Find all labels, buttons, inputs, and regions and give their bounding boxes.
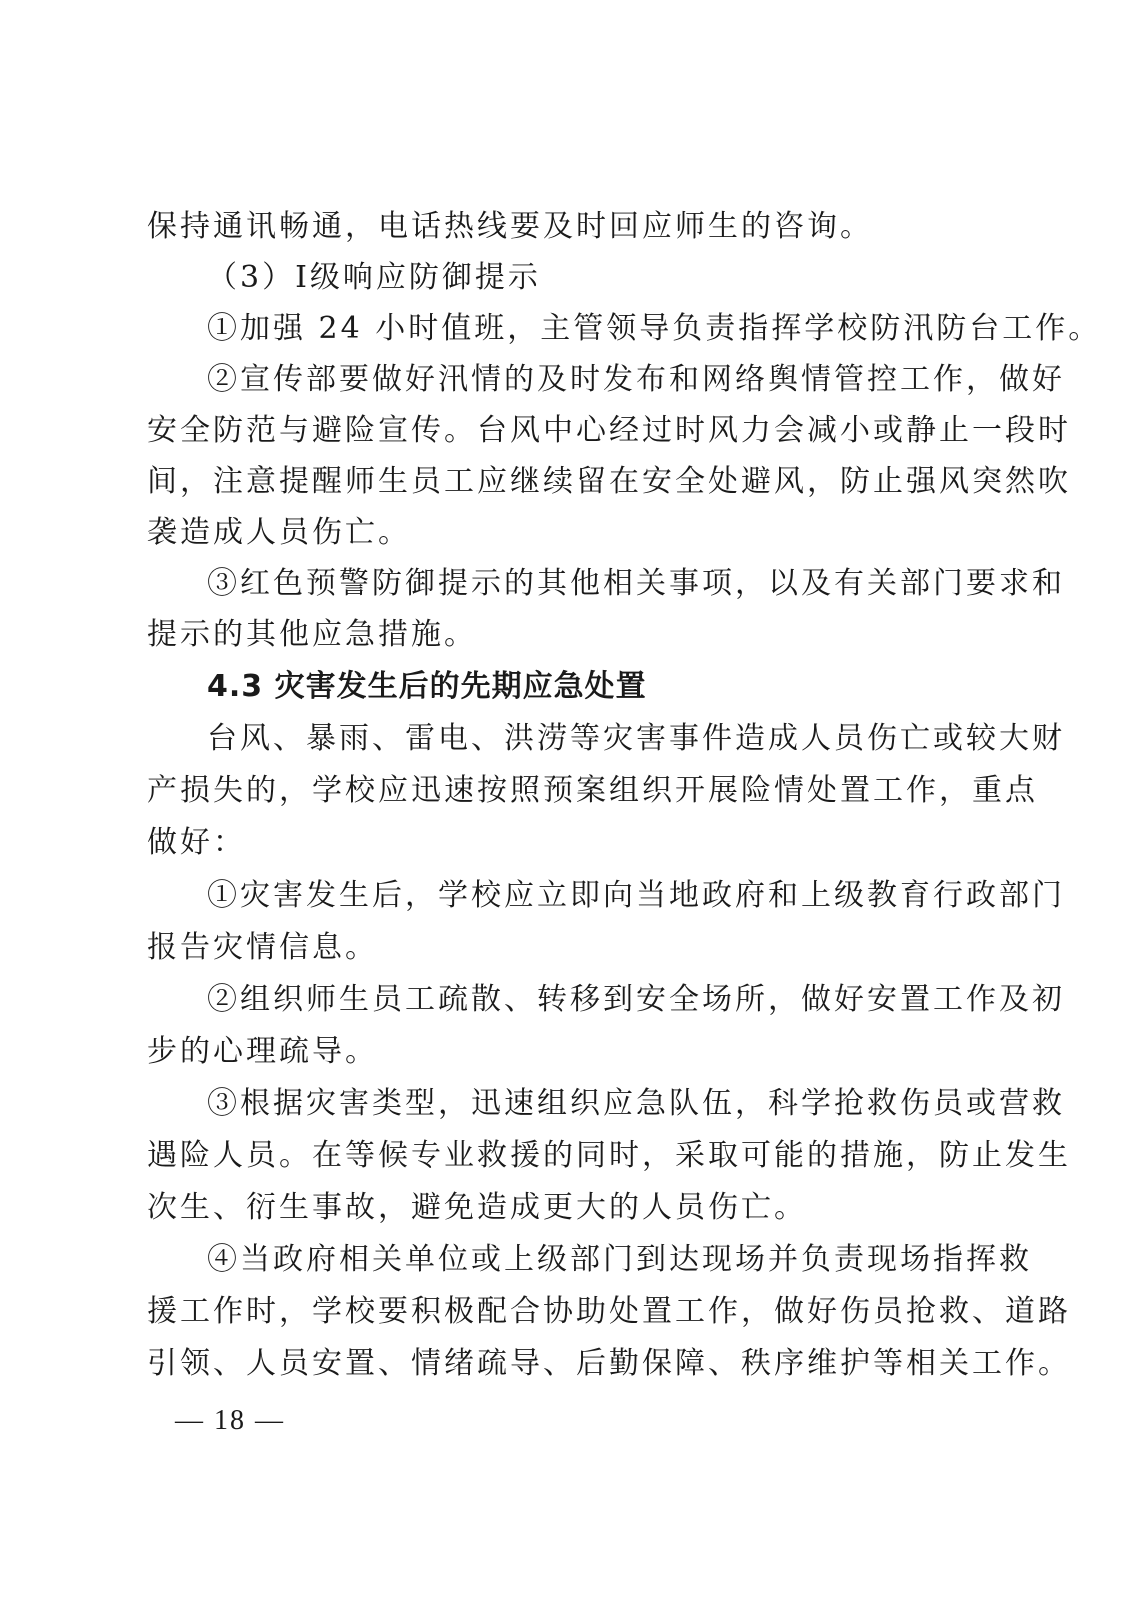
body-text-line: ③根据灾害类型，迅速组织应急队伍，科学抢救伤员或营救 [207,1086,1065,1121]
body-text-line: 台风、暴雨、雷电、洪涝等灾害事件造成人员伤亡或较大财 [207,721,1065,756]
body-text-line: ②宣传部要做好汛情的及时发布和网络舆情管控工作，做好 [207,362,1065,397]
body-text-line: 产损失的，学校应迅速按照预案组织开展险情处置工作，重点 [147,773,1038,808]
section-heading: 4.3 灾害发生后的先期应急处置 [207,669,647,704]
body-text-line: ④当政府相关单位或上级部门到达现场并负责现场指挥救 [207,1242,1032,1277]
body-text-line: ①加强 24 小时值班，主管领导负责指挥学校防汛防台工作。 [207,311,1102,346]
body-text-line: 安全防范与避险宣传。台风中心经过时风力会减小或静止一段时 [147,413,1071,448]
body-text-line: 提示的其他应急措施。 [147,617,477,652]
body-text-line: ②组织师生员工疏散、转移到安全场所，做好安置工作及初 [207,982,1065,1017]
body-text-line: 次生、衍生事故，避免造成更大的人员伤亡。 [147,1190,807,1225]
body-text-line: 间，注意提醒师生员工应继续留在安全处避风，防止强风突然吹 [147,464,1071,499]
body-text-line: 步的心理疏导。 [147,1034,378,1069]
body-text-line: ①灾害发生后，学校应立即向当地政府和上级教育行政部门 [207,878,1065,913]
body-text-line: ③红色预警防御提示的其他相关事项，以及有关部门要求和 [207,566,1065,601]
body-text-line: 遇险人员。在等候专业救援的同时，采取可能的措施，防止发生 [147,1138,1071,1173]
body-text-line: 袭造成人员伤亡。 [147,515,411,550]
subsection-title: （3）Ⅰ级响应防御提示 [207,260,541,295]
page-number: — 18 — [175,1405,285,1436]
body-text-line: 援工作时，学校要积极配合协助处置工作，做好伤员抢救、道路 [147,1294,1071,1329]
body-text-line: 报告灾情信息。 [147,930,378,965]
body-text-line: 做好： [147,825,246,860]
body-text-line: 保持通讯畅通，电话热线要及时回应师生的咨询。 [147,209,873,244]
body-text-line: 引领、人员安置、情绪疏导、后勤保障、秩序维护等相关工作。 [147,1346,1071,1381]
